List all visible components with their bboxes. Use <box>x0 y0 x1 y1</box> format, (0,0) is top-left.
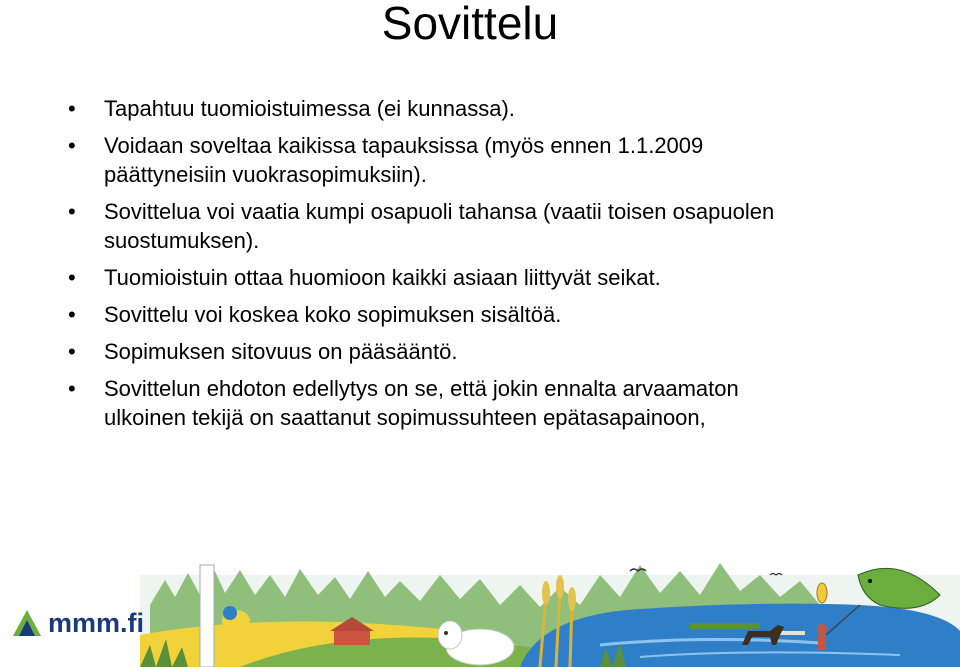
bullet-text-continued: suostumuksen). <box>104 228 260 253</box>
logo-text: mmm.fi <box>48 608 145 638</box>
bullet-text: Tapahtuu tuomioistuimessa (ei kunnassa). <box>104 96 515 121</box>
bullet-marker: • <box>68 302 76 327</box>
bullet-text: Sovittelua voi vaatia kumpi osapuoli tahansa (vaatii toisen osapuolen <box>104 199 775 224</box>
bullet-item <box>68 300 878 329</box>
bullet-item <box>68 263 878 292</box>
mmm-logo-icon <box>12 608 42 638</box>
mmm-logo <box>12 606 144 640</box>
countryside-illustration <box>0 535 960 667</box>
bullet-item <box>68 94 878 123</box>
bullet-marker: • <box>68 199 76 224</box>
bullet-text: Voidaan soveltaa kaikissa tapauksissa (myös ennen 1.1.2009 <box>104 133 704 158</box>
bullet-marker: • <box>68 376 76 401</box>
bullet-text: Sopimuksen sitovuus on pääsääntö. <box>104 339 458 364</box>
bullet-marker: • <box>68 265 76 290</box>
bullet-item <box>68 131 878 189</box>
bullet-marker: • <box>68 96 76 121</box>
bullet-text-continued: ulkoinen tekijä on saattanut sopimussuhteen epätasapainoon, <box>104 405 706 430</box>
bullet-marker: • <box>68 339 76 364</box>
bullet-text: Sovittelun ehdoton edellytys on se, että jokin ennalta arvaamaton <box>104 376 739 401</box>
bullet-list <box>68 94 878 440</box>
bullet-text: Tuomioistuin ottaa huomioon kaikki asiaan liittyvät seikat. <box>104 265 661 290</box>
bullet-item <box>68 337 878 366</box>
bullet-item <box>68 374 878 432</box>
bullet-item <box>68 197 878 255</box>
bullet-marker: • <box>68 133 76 158</box>
bullet-text: Sovittelu voi koskea koko sopimuksen sisältöä. <box>104 302 562 327</box>
slide-title: Sovittelu <box>381 0 559 49</box>
bullet-text-continued: päättyneisiin vuokrasopimuksiin). <box>104 162 427 187</box>
